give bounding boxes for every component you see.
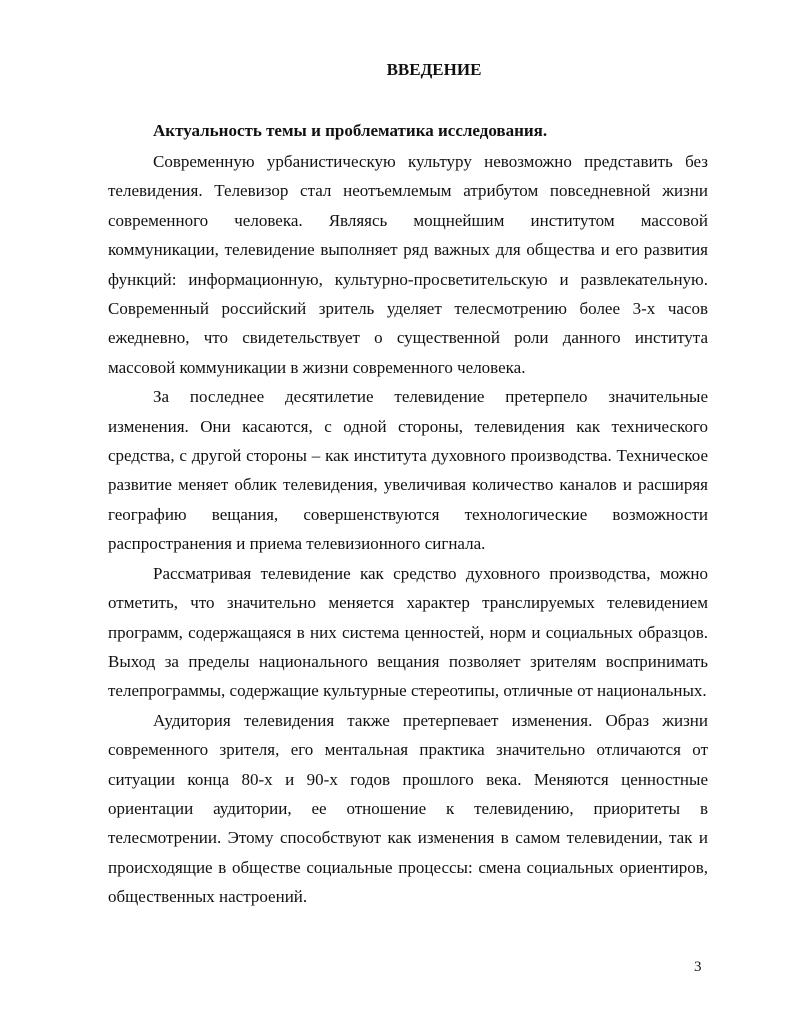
- paragraph-2: За последнее десятилетие телевидение претерпело значительные изменения. Они касаются, с одной стороны, телевидения как технического средства, с другой стороны – как института духовного производства. Техническое развитие меняет облик телевидения, увеличивая количество каналов и расширяя географию вещания, совершенствуются технологические возможности распространения и приема телевизионного сигнала.: [108, 387, 708, 554]
- paragraph-1: Современную урбанистическую культуру невозможно представить без телевидения. Телевизор стал неотъемлемым атрибутом повседневной жизни современного человека. Являясь мощнейшим институтом массовой коммуникации, телевидение выполняет ряд важных для общества и его развития функций: информационную, культурно-просветительскую и развлекательную. Современный российский зритель уделяет телесмотрению более 3-х часов ежедневно, что свидетельствует о существенной роли данного института массовой коммуникации в жизни современного человека.: [108, 152, 708, 377]
- document-page: [108, 60, 708, 912]
- page-number: 3: [694, 959, 702, 975]
- paragraph-3: Рассматривая телевидение как средство духовного производства, можно отметить, что значительно меняется характер транслируемых телевидением программ, содержащаяся в них система ценностей, норм и социальных образцов. Выход за пределы национального вещания позволяет зрителям воспринимать телепрограммы, содержащие культурные стереотипы, отличные от национальных.: [108, 563, 708, 701]
- paragraph-4: Аудитория телевидения также претерпевает изменения. Образ жизни современного зрителя, его ментальная практика значительно отличаются от ситуации конца 80-х и 90-х годов прошлого века. Меняются ценностные ориентации аудитории, ее отношение к телевидению, приоритеты в телесмотрении. Этому способствуют как изменения в самом телевидении, так и происходящие в обществе социальные процессы: смена социальных ориентиров, общественных настроений.: [108, 710, 708, 907]
- section-subheading: Актуальность темы и проблематика исследования.: [153, 121, 548, 140]
- page-title: ВВЕДЕНИЕ: [386, 60, 482, 79]
